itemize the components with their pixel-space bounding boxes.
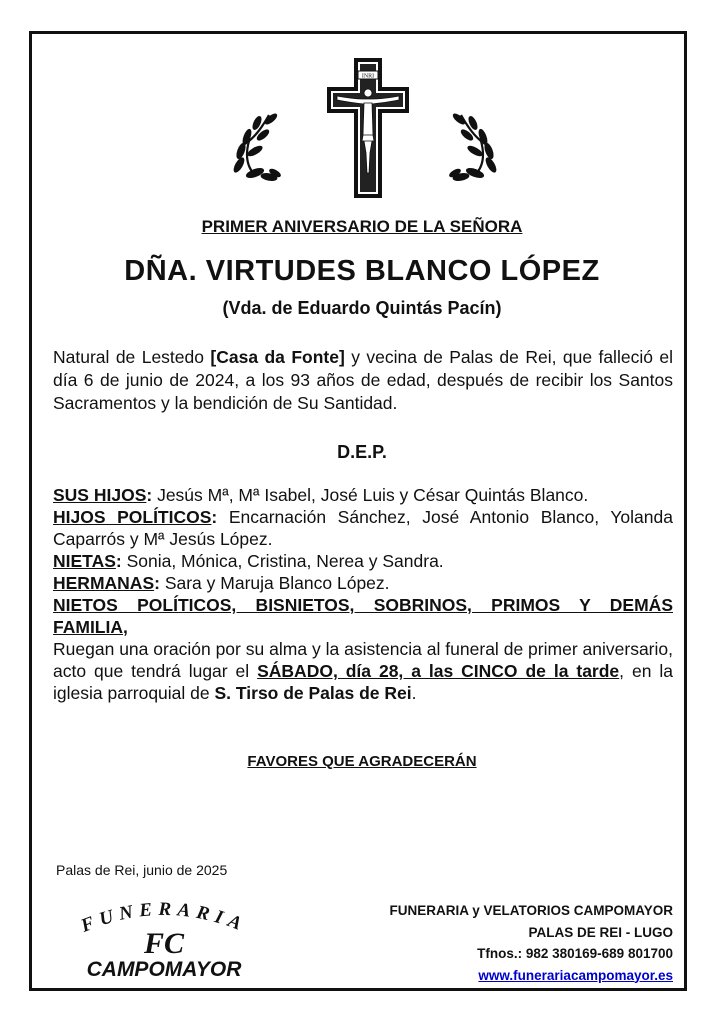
funeraria-campomayor-logo [52,895,276,985]
inlaws-line: HIJOS POLÍTICOS: Encarnación Sánchez, José Antonio Blanco, Yolanda Caparrós y Mª Jesús López. [53,507,673,549]
sisters-names: Sara y Maruja Blanco López. [159,573,390,593]
grandchildren-names: Sonia, Mónica, Cristina, Nerea y Sandra. [121,551,444,571]
place-date: Palas de Rei, junio de 2025 [56,862,228,878]
company-location: PALAS DE REI - LUGO [528,924,673,940]
company-name: FUNERARIA y VELATORIOS CAMPOMAYOR [389,903,673,918]
intro-text-2: y vecina de Palas de Rei, que falleció el día 6 de junio de 2024, a los 93 años de edad, después de recibir los Santos Sacramentos y la bendición de Su Santidad. [53,347,673,413]
family-label: FAMILIA [53,617,123,637]
logo-name: CAMPOMAYOR [86,958,242,981]
family-section [53,484,673,704]
contact-block [389,900,673,986]
sons-label: SUS HIJOS [53,485,147,505]
deceased-name: DÑA. VIRTUDES BLANCO LÓPEZ [124,255,600,287]
laurel-branch-left-icon [232,112,281,181]
grandchildren-label: NIETAS [53,551,116,571]
company-phones: Tfnos.: 982 380169-689 801700 [477,946,673,961]
other-relatives-line-2: FAMILIA, [53,617,128,637]
request-text-1: Ruegan una oración por su alma y la asistencia al funeral de primer aniversario, acto que tendrá lugar el [53,639,673,681]
inri-label: INRI [361,73,375,80]
intro-text-1: Natural de Lestedo [53,347,211,367]
sisters-line: HERMANAS: Sara y Maruja Blanco López. [53,573,390,593]
request-paragraph: Ruegan una oración por su alma y la asistencia al funeral de primer aniversario, acto que tendrá lugar el SÁBADO, día 28, a las CINCO de la tarde, en la iglesia parroquial de S. Tirso de Palas de Rei. [53,639,673,703]
funeral-time: SÁBADO, día 28, a las CINCO de la tarde [257,661,620,681]
intro-paragraph [53,346,673,415]
sons-names: Jesús Mª, Mª Isabel, José Luis y César Quintás Blanco. [152,485,589,505]
widow-of-line: (Vda. de Eduardo Quintás Pacín) [222,298,502,318]
house-name: [Casa da Fonte] [210,347,345,367]
other-relatives-label: NIETOS POLÍTICOS, BISNIETOS, SOBRINOS, PRIMOS Y DEMÁS [53,595,673,615]
church-name: S. Tirso de Palas de Rei [214,683,412,703]
sons-line: SUS HIJOS: Jesús Mª, Mª Isabel, José Luis y César Quintás Blanco. [53,485,589,505]
laurel-branch-right-icon [449,112,498,181]
cross-shape [327,58,409,198]
anniversary-heading: PRIMER ANIVERSARIO DE LA SEÑORA [201,217,523,236]
inlaws-names: Encarnación Sánchez, José Antonio Blanco, Yolanda Caparrós y Mª Jesús López. [53,507,673,549]
company-website-link[interactable]: www.funerariacampomayor.es [478,967,673,983]
inlaws-label: HIJOS POLÍTICOS [53,507,212,527]
dep-label: D.E.P. [337,442,387,462]
crucifix-icon [225,55,505,205]
request-text-2: , en la iglesia parroquial de [53,661,673,703]
sisters-label: HERMANAS [53,573,155,593]
closing-line: FAVORES QUE AGRADECERÁN [247,753,477,770]
logo-arc-text: FUNERARIA [78,898,250,937]
logo-monogram: FC [143,927,185,960]
grandchildren-line: NIETAS: Sonia, Mónica, Cristina, Nerea y Sandra. [53,551,444,571]
other-relatives-line-1 [53,594,673,616]
